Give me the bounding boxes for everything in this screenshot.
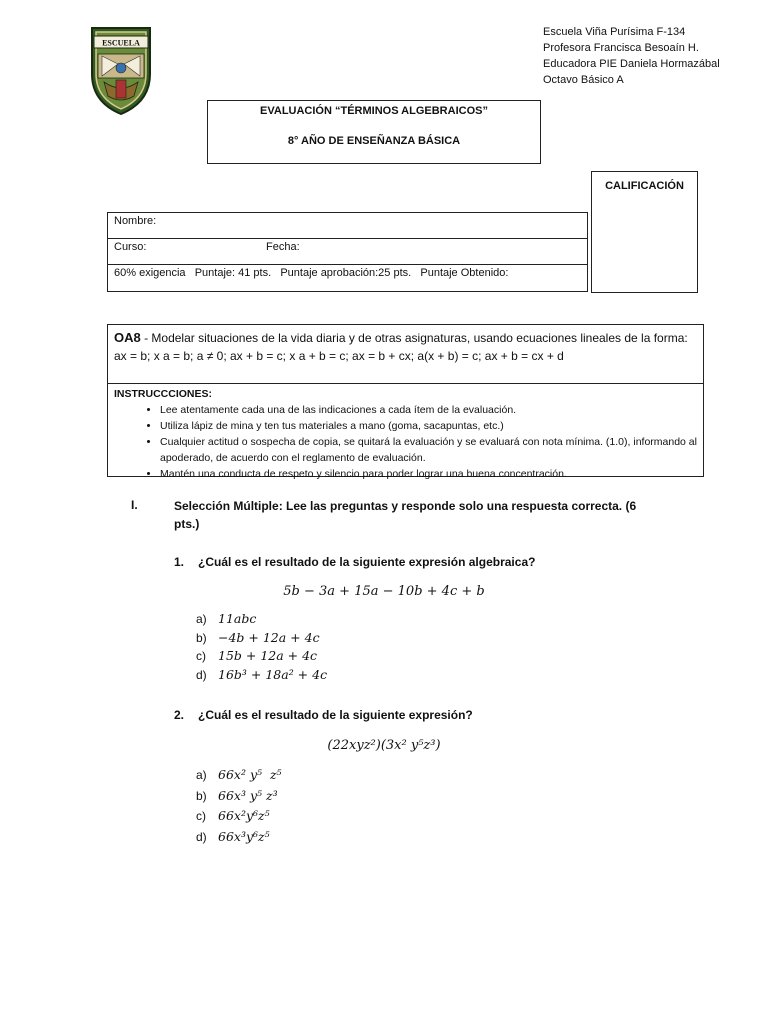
question-2 bbox=[174, 708, 473, 722]
option-text: 11abc bbox=[218, 611, 257, 626]
option-letter: c) bbox=[196, 809, 206, 823]
student-info-box bbox=[107, 212, 588, 292]
scoring-row[interactable] bbox=[108, 265, 587, 291]
option-c[interactable] bbox=[196, 648, 327, 667]
option-letter: d) bbox=[196, 829, 207, 844]
grade-box[interactable] bbox=[591, 171, 698, 293]
section-number: I. bbox=[131, 498, 138, 512]
name-label: Nombre: bbox=[114, 215, 157, 227]
objective-instructions-box bbox=[107, 324, 704, 480]
class-name: Octavo Básico A bbox=[543, 74, 624, 86]
objective-text: - Modelar situaciones de la vida diaria y de otras asignaturas, usando ecuaciones lineales de la forma: ax = b; x a = b; a ≠ 0; ax + b = c; x a + b = c; ax = b + cx; a(x + b) = c; ax + b = cx + d bbox=[114, 331, 688, 363]
course-date-row[interactable] bbox=[108, 239, 587, 265]
instruction-item: • Utiliza lápiz de mina y ten tus materiales a mano (goma, sacapuntas, etc.) bbox=[160, 418, 697, 434]
school-crest-logo bbox=[88, 24, 154, 116]
date-label: Fecha: bbox=[266, 241, 300, 253]
option-b[interactable] bbox=[196, 630, 327, 649]
question-number: 2. bbox=[174, 708, 185, 722]
question-2-options bbox=[196, 767, 282, 849]
pie-educator-name: Educadora PIE Daniela Hormazábal bbox=[543, 58, 720, 70]
exam-title-box bbox=[207, 100, 541, 164]
objective-code: OA8 bbox=[114, 330, 141, 345]
question-1-options bbox=[196, 611, 327, 685]
option-a[interactable] bbox=[196, 611, 327, 630]
course-label: Curso: bbox=[114, 241, 147, 253]
scoring-text: 60% exigencia Puntaje: 41 pts. Puntaje aprobación:25 pts. Puntaje Obtenido: bbox=[114, 267, 509, 279]
option-text: 16b³ + 18a² + 4c bbox=[218, 666, 328, 682]
option-text: 15b + 12a + 4c bbox=[218, 648, 318, 663]
question-text: ¿Cuál es el resultado de la siguiente expresión algebraica? bbox=[198, 555, 536, 569]
option-text: 66x³y⁶z⁵ bbox=[218, 828, 270, 844]
option-letter: a) bbox=[196, 768, 207, 782]
question-2-expression: (22xyz²)(3x² y⁵z³) bbox=[327, 738, 441, 753]
option-b[interactable] bbox=[196, 788, 282, 809]
crest-text: ESCUELA bbox=[102, 38, 140, 48]
option-letter: d) bbox=[196, 667, 207, 682]
question-text: ¿Cuál es el resultado de la siguiente expresión? bbox=[198, 708, 473, 722]
option-c[interactable] bbox=[196, 808, 282, 829]
option-text: 66x²y⁶z⁵ bbox=[218, 808, 270, 823]
option-text: 66x³ y⁵ z³ bbox=[218, 787, 278, 803]
instructions-heading: INSTRUCCCIONES: bbox=[114, 388, 213, 400]
instruction-item: • Lee atentamente cada una de las indicaciones a cada ítem de la evaluación. bbox=[160, 402, 697, 418]
option-letter: c) bbox=[196, 649, 206, 663]
option-a[interactable] bbox=[196, 767, 282, 788]
learning-objective bbox=[108, 325, 703, 384]
instruction-item: • Cualquier actitud o sospecha de copia, se quitará la evaluación y se evaluará con nota mínima. (1.0), informando al apoderado, de acuerdo con el reglamento de evaluación. bbox=[160, 434, 697, 466]
instruction-item: • Mantén una conducta de respeto y silencio para poder lograr una buena concentración. bbox=[160, 466, 697, 482]
instructions bbox=[108, 384, 703, 484]
name-row[interactable] bbox=[108, 213, 587, 239]
school-name: Escuela Viña Purísima F-134 bbox=[543, 26, 686, 38]
option-letter: a) bbox=[196, 612, 207, 626]
exam-title: EVALUACIÓN “TÉRMINOS ALGEBRAICOS” bbox=[260, 105, 488, 117]
option-text: 66x² y⁵ z⁵ bbox=[218, 767, 282, 782]
instructions-list bbox=[114, 402, 697, 482]
option-letter: b) bbox=[196, 630, 207, 645]
option-text: −4b + 12a + 4c bbox=[218, 629, 320, 645]
exam-subtitle: 8° AÑO DE ENSEÑANZA BÁSICA bbox=[287, 135, 461, 147]
question-number: 1. bbox=[174, 555, 185, 569]
option-letter: b) bbox=[196, 788, 207, 803]
question-1 bbox=[174, 555, 535, 569]
grade-label: CALIFICACIÓN bbox=[605, 180, 684, 192]
section-title: Selección Múltiple: Lee las preguntas y responde solo una respuesta correcta. (6 pts.) bbox=[174, 499, 637, 531]
option-d[interactable] bbox=[196, 667, 327, 686]
question-1-expression: 5b − 3a + 15a − 10b + 4c + b bbox=[283, 584, 485, 599]
teacher-name: Profesora Francisca Besoaín H. bbox=[543, 42, 699, 54]
option-d[interactable] bbox=[196, 829, 282, 850]
school-info bbox=[543, 24, 720, 88]
